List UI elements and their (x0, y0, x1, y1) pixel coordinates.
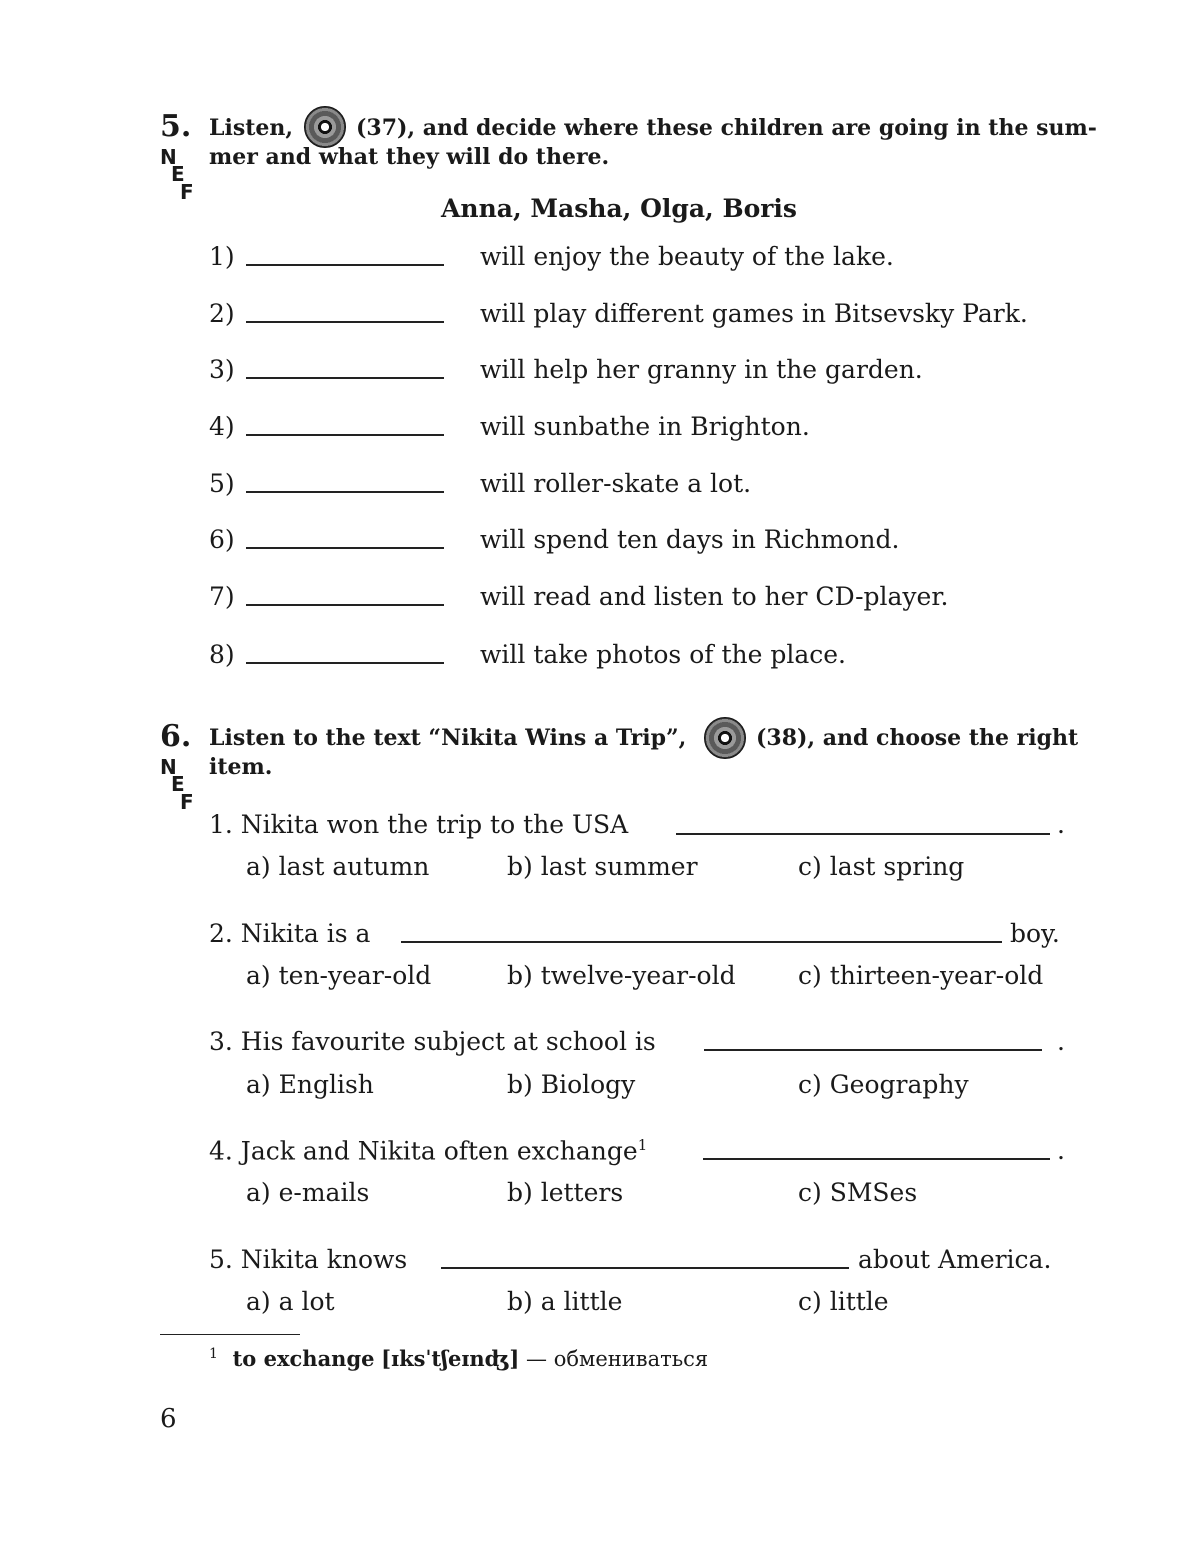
exercise-5-number: 5. (160, 109, 192, 144)
exercise-5-instruction-end: mer and what they will do there. (209, 144, 610, 170)
option-c[interactable]: c) little (798, 1287, 889, 1316)
nef-label-e: E (171, 772, 185, 796)
nef-label-f: F (180, 790, 194, 814)
question-end: . (1057, 810, 1065, 839)
item-text: will read and listen to her CD-player. (480, 582, 949, 611)
exercise-5-instruction-middle: (37), and decide where these children are going in the sum- (356, 115, 1097, 141)
item-number: 4) (209, 412, 235, 441)
item-number: 8) (209, 640, 235, 669)
footnote-transcription: [ɪksˈtʃeɪnʤ] (381, 1346, 520, 1371)
nef-label-n: N (160, 145, 177, 169)
item-number: 7) (209, 582, 235, 611)
answer-blank[interactable] (401, 941, 1002, 943)
footnote-number: 1 (209, 1346, 218, 1362)
footnote (209, 1346, 708, 1371)
answer-blank[interactable] (246, 604, 444, 606)
answer-blank[interactable] (703, 1158, 1050, 1160)
footnote-term: to exchange (232, 1346, 375, 1371)
page-number: 6 (160, 1404, 177, 1434)
option-a[interactable]: a) English (246, 1070, 374, 1099)
option-c[interactable]: c) last spring (798, 852, 965, 881)
exercise-6-number: 6. (160, 719, 192, 754)
question-4 (209, 1136, 647, 1165)
answer-blank[interactable] (246, 321, 444, 323)
item-text: will roller-skate a lot. (480, 469, 752, 498)
exercise-5-instruction-start: Listen, (209, 115, 294, 141)
footnote-translation: — обмениваться (526, 1347, 709, 1371)
question-end: boy. (1010, 919, 1060, 948)
item-number: 2) (209, 299, 235, 328)
answer-blank[interactable] (246, 434, 444, 436)
nef-label-e: E (171, 162, 185, 186)
exercise-6-instruction-end: item. (209, 754, 273, 780)
question-4-text: 4. Jack and Nikita often exchange (209, 1136, 638, 1166)
audio-cd-icon[interactable] (704, 717, 746, 759)
audio-cd-icon[interactable] (304, 106, 346, 148)
option-c[interactable]: c) thirteen-year-old (798, 961, 1044, 990)
answer-blank[interactable] (246, 547, 444, 549)
option-a[interactable]: a) a lot (246, 1287, 335, 1316)
option-b[interactable]: b) letters (507, 1178, 624, 1207)
answer-blank[interactable] (704, 1049, 1042, 1051)
answer-blank[interactable] (246, 491, 444, 493)
option-c[interactable]: c) Geography (798, 1070, 969, 1099)
question-end: about America. (858, 1245, 1052, 1274)
answer-blank[interactable] (246, 662, 444, 664)
option-c[interactable]: c) SMSes (798, 1178, 918, 1207)
item-number: 3) (209, 355, 235, 384)
footnote-separator (160, 1334, 300, 1335)
question-3: 3. His favourite subject at school is (209, 1027, 656, 1056)
option-a[interactable]: a) last autumn (246, 852, 430, 881)
item-text: will sunbathe in Brighton. (480, 412, 810, 441)
answer-blank[interactable] (246, 377, 444, 379)
question-end: . (1057, 1027, 1065, 1056)
item-text: will spend ten days in Richmond. (480, 525, 900, 554)
item-text: will take photos of the place. (480, 640, 846, 669)
nef-label-f: F (180, 180, 194, 204)
option-b[interactable]: b) twelve-year-old (507, 961, 736, 990)
question-1: 1. Nikita won the trip to the USA (209, 810, 629, 839)
option-b[interactable]: b) Biology (507, 1070, 636, 1099)
nef-label-n: N (160, 755, 177, 779)
item-number: 1) (209, 242, 235, 271)
item-number: 5) (209, 469, 235, 498)
children-names: Anna, Masha, Olga, Boris (441, 194, 797, 223)
exercise-6-instruction-middle: (38), and choose the right (756, 725, 1079, 751)
item-text: will play different games in Bitsevsky Park. (480, 299, 1028, 328)
option-a[interactable]: a) e-mails (246, 1178, 370, 1207)
question-2: 2. Nikita is a (209, 919, 371, 948)
item-text: will enjoy the beauty of the lake. (480, 242, 894, 271)
question-5: 5. Nikita knows (209, 1245, 408, 1274)
item-text: will help her granny in the garden. (480, 355, 923, 384)
answer-blank[interactable] (676, 833, 1050, 835)
option-b[interactable]: b) a little (507, 1287, 623, 1316)
exercise-6-instruction-start: Listen to the text “Nikita Wins a Trip”, (209, 725, 687, 751)
option-a[interactable]: a) ten-year-old (246, 961, 432, 990)
option-b[interactable]: b) last summer (507, 852, 698, 881)
item-number: 6) (209, 525, 235, 554)
answer-blank[interactable] (441, 1267, 849, 1269)
footnote-mark: 1 (637, 1136, 648, 1154)
question-end: . (1057, 1136, 1065, 1165)
answer-blank[interactable] (246, 264, 444, 266)
